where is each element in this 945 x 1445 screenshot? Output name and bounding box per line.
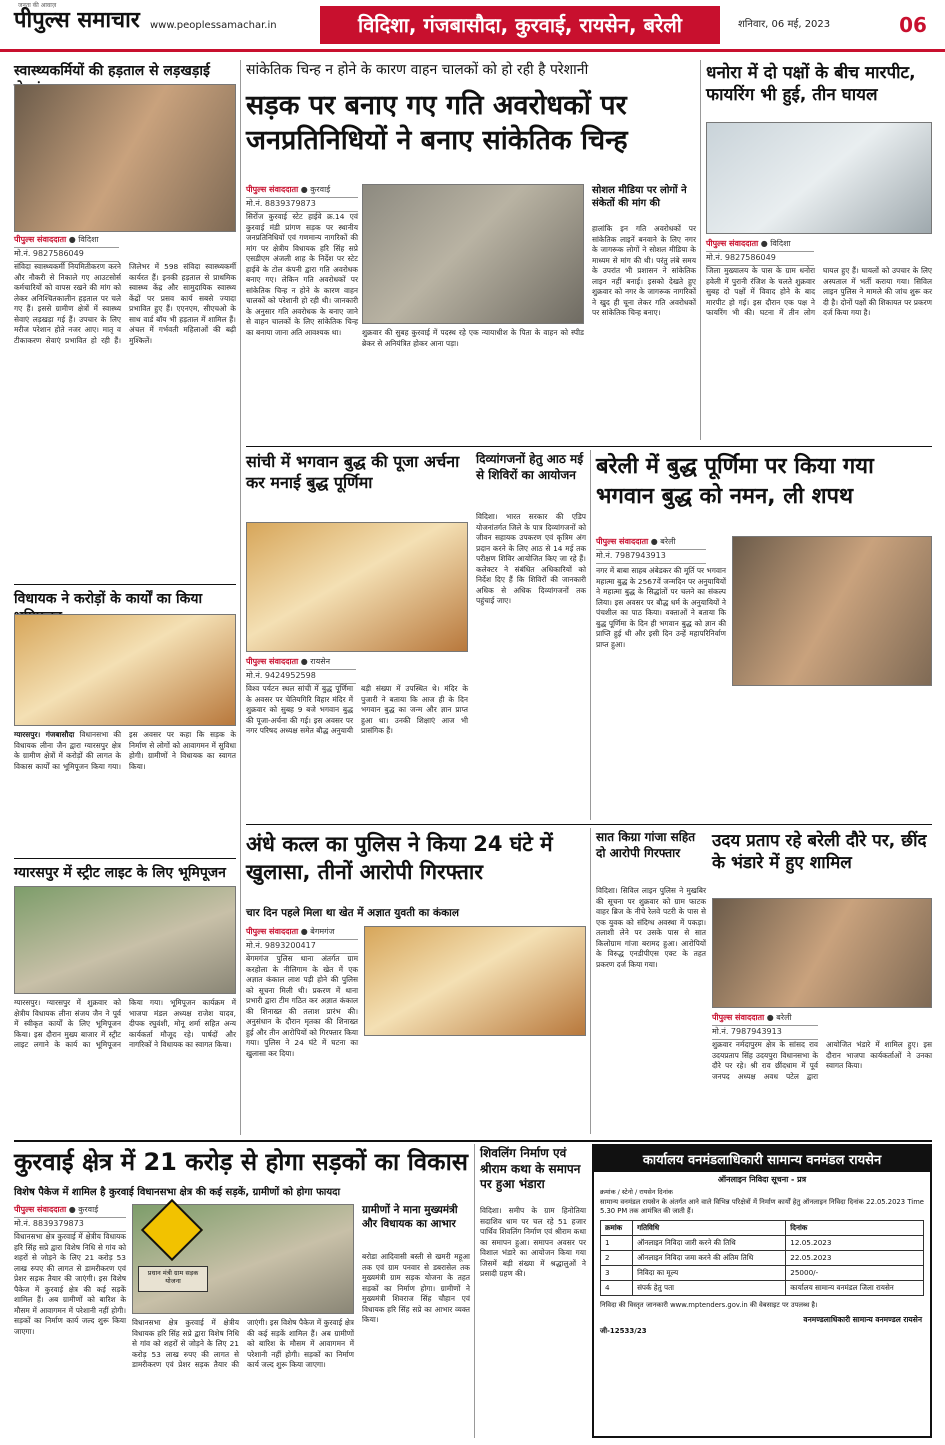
divider	[14, 584, 236, 585]
notice-footer: निविदा की विस्तृत जानकारी www.mptenders.gov.in की वेबसाइट पर उपलब्ध है।	[600, 1301, 818, 1310]
bareli-byline: पीपुल्स संवाददाता ● बरेली	[596, 536, 706, 550]
sanchi-body: विश्व पर्यटन स्थल सांची में बुद्ध पूर्णिमा के अवसर पर चेतियगिरि विहार मंदिर में शुक्रवार को सुबह 9 बजे भगवान बुद्ध की पूजा-अर्चना की गई। इस अवसर पर नगर परिषद अध्यक्ष समेत बौद्ध अनुयायी बड़ी संख्या में उपस्थित थे। मंदिर के पुजारी ने बताया कि आज ही के दिन भगवान बुद्ध का जन्म और ज्ञान प्राप्त हुआ था। उनकी शिक्षाएं आज भी प्रासंगिक हैं।	[246, 684, 468, 736]
notice-table-cell: ऑनलाइन निविदा जारी करने की तिथि	[633, 1236, 786, 1251]
murder-headline: अंधे कत्ल का पुलिस ने किया 24 घंटे में खुलासा, तीनों आरोपी गिरफ्तार	[246, 832, 553, 885]
speedbreaker-body-col1: सिरोंज कुरवाई स्टेट हाईवे क्र.14 एवं कुरवाई मंडी प्रांगण सड़क पर स्थानीय जनप्रतिनिधियों एवं गणमान्य नागरिकों की मांग पर क्षेत्रीय विधायक हरि सिंह सप्रे एसडीएम अंजली शाह के निर्देश पर स्टेट हाईवे के टोल कंपनी द्वारा गति अवरोधक बनाए गए। लेकिन गति अवरोधकों पर सांकेतिक चिन्ह न होने के कारण वाहन चालकों को परेशानी हो रही थी। जानकारी के अनुसार गति अवरोधक के बनाए जाने से वाहन चालकों के लिए सांकेतिक चिन्ह का बनाया जाना अति आवश्यक था।	[246, 212, 358, 337]
notice-table-cell: कार्यालय सामान्य वनमंडल जिला रायसेन	[786, 1281, 924, 1296]
notice-subtitle: ऑनलाइन निविदा सूचना - प्रत्र	[717, 1175, 807, 1184]
website-link[interactable]: www.peoplessamachar.in	[150, 20, 277, 31]
camps-headline: दिव्यांगजनों हेतु आठ मई से शिविरों का आयोजन	[476, 452, 584, 482]
pmgsy-board: प्रधान मंत्री ग्राम सड़क योजना	[138, 1266, 208, 1292]
page-title: विदिशा, गंजबासौदा, कुरवाई, रायसेन, बरेली	[320, 6, 720, 44]
roads-kicker: विशेष पैकेज में शामिल है कुरवाई विधानसभा क्षेत्र की कई सड़कें, ग्रामीणों को होगा फायदा	[14, 1187, 341, 1198]
notice-code: जी-12533/23	[600, 1327, 647, 1336]
strike-headline: स्वास्थ्यकर्मियों की हड़ताल से लड़खड़ाई	[14, 63, 210, 79]
column-divider	[240, 60, 241, 1135]
bhoomi-body: ग्यारसपुर। गंजबासौदा विधानसभा की विधायक लीना जैन द्वारा ग्यारसपुर क्षेत्र के ग्रामीण क्षेत्रों में करोड़ों की लागत के विकास कार्यों का भूमिपूजन किया गया। इस अवसर पर कहा कि सड़क के निर्माण से लोगों को आवागमन में सुविधा होगी। ग्रामीणों ने विधायक का स्वागत किया।	[14, 730, 236, 771]
roads-headline: कुरवाई क्षेत्र में 21 करोड़ से होगा सड़कों का विकास	[14, 1148, 469, 1176]
clash-body: जिला मुख्यालय के पास के ग्राम धनोरा हवेली में पुरानी रंजिश के चलते शुक्रवार सुबह दो पक्षों में विवाद होने के बाद मारपीट हो गई। इस दौरान एक पक्ष ने फायरिंग भी की। घटना में तीन लोग घायल हुए हैं। घायलों को उपचार के लिए अस्पताल में भर्ती कराया गया। सिविल लाइन पुलिस ने मामले की जांच शुरू कर दी है। दोनों पक्षों की शिकायत पर प्रकरण दर्ज किया गया है।	[706, 266, 932, 318]
notice-table	[600, 1220, 924, 1296]
camps-body: विदिशा। भारत सरकार की एडिप योजनांतर्गत जिले के पात्र दिव्यांगजनों को जीवन सहायक उपकरण एवं कृत्रिम अंग प्रदान करने के लिए आठ से 14 मई तक परीक्षण शिविर आयोजित किए जा रहे हैं। कलेक्टर ने संबंधित अधिकारियों को निर्देश दिए हैं कि शिविरों की जानकारी अधिक से अधिक दिव्यांगजनों तक पहुंचाई जाए।	[476, 512, 586, 606]
notice-table-cell: 12.05.2023	[786, 1236, 924, 1251]
notice-table-cell: 25000/-	[786, 1266, 924, 1281]
notice-table-cell: 4	[601, 1281, 633, 1296]
notice-title: कार्यालय वनमंडलाधिकारी सामान्य वनमंडल रायसेन	[594, 1146, 930, 1172]
udaypratap-headline: उदय प्रताप रहे बरेली दौरे पर, छींद के भंडारे में हुए शामिल	[712, 831, 927, 874]
notice-table-cell: 2	[601, 1251, 633, 1266]
strike-phone: मो.नं. 9827586049	[14, 248, 119, 262]
notice-table-cell: ऑनलाइन निविदा जमा करने की अंतिम तिथि	[633, 1251, 786, 1266]
issue-date: शनिवार, 06 मई, 2023	[738, 19, 831, 30]
notice-intro: सामान्य वनमंडल रायसेन के अंतर्गत आने वाले विभिन्न परिक्षेत्रों में निर्माण कार्यों हेतु ऑनलाइन निविदा दिनांक 22.05.2023 Time 5.30 PM तक आमंत्रित की जाती हैं।	[600, 1198, 924, 1216]
notice-ref: क्रमांक / स्टेनो / रायसेन दिनांक	[600, 1188, 673, 1196]
speedbreaker-body-col2: शुक्रवार की सुबह कुरवाई में पदस्थ रहे एक न्यायाधीश के पिता के वाहन को स्पीड ब्रेकर से अनियंत्रित होकर आना पड़ा।	[362, 328, 584, 348]
udaypratap-body: शुक्रवार नर्मदापुरम क्षेत्र के सांसद राव उदयप्रताप सिंह उदयपुरा विधानसभा के दौरे पर रहे। श्री राव छींदधाम में पूर्व जनपद अध्यक्ष अवध पटेल द्वारा आयोजित भंडारे में शामिल हुए। इस दौरान भाजपा कार्यकर्ताओं ने उनका स्वागत किया।	[712, 1040, 932, 1081]
speedbreaker-byline: पीपुल्स संवाददाता ● कुरवाई	[246, 184, 358, 198]
notice-table-cell: गतिविधि	[633, 1221, 786, 1236]
notice-table-cell: दिनांक	[786, 1221, 924, 1236]
udaypratap-photo	[712, 898, 932, 1008]
roads-body: विधानसभा क्षेत्र कुरवाई में क्षेत्रीय विधायक हरि सिंह सप्रे द्वारा विशेष निधि से गांव को शहरों से जोड़ने के लिए 21 करोड़ 53 लाख रुपए की लागत से डामरीकरण एवं प्रेशर सड़क तैयार की जाएंगी। इस विशेष पैकेज में कुरवाई क्षेत्र की कई सड़कें शामिल हैं। अब ग्रामीणों को बारिश के मौसम में आवागमन में परेशानी नहीं होगी। सड़कों का निर्माण कार्य जल्द शुरू किया जाएगा।	[14, 1232, 126, 1336]
logo-tagline: जनता की आवाज़	[18, 2, 57, 9]
clash-photo	[706, 122, 932, 234]
roads-sidebar-headline: ग्रामीणों ने माना मुख्यमंत्री और विधायक का आभार	[362, 1204, 458, 1230]
strike-body: संविदा स्वास्थ्यकर्मी नियमितीकरण करने और नौकरी से निकाले गए आउटसोर्स कर्मचारियों को वापस रखने की मांग को लेकर अनिश्चितकालीन हड़ताल पर चले गए हैं। इससे ग्रामीण क्षेत्रों में स्वास्थ्य सेवाएं लड़खड़ा गई हैं। उपचार के लिए मरीज परेशान होते नजर आए। मातृ व टीकाकरण सेवाएं प्रभावित हो रही हैं। जिलेभर में 598 संविदा स्वास्थ्यकर्मी कार्यरत हैं। इनकी हड़ताल से प्राथमिक स्वास्थ्य केंद्र और सामुदायिक स्वास्थ्य केंद्रों पर प्रसव कार्य सबसे ज्यादा प्रभावित हुए हैं। एएनएम, सीएचओ के साथ वार्ड बॉय भी हड़ताल में शामिल हैं। अंचल में गर्भवती महिलाओं की बढ़ी मुश्किलें।	[14, 262, 236, 345]
speedbreaker-sidebar-body: हालांकि इन गति अवरोधकों पर सांकेतिक लाइनें बनवाने के लिए नगर के जागरूक लोगों ने सोशल मीडिया के माध्यम से मांग की थी। परंतु लंबे समय के उपरांत भी प्रशासन ने सांकेतिक लाइन नहीं बनाई। इसको देखते हुए शुक्रवार को नगर के जागरूक नागरिकों ने खुद ही चूना लेकर गति अवरोधकों पर सांकेतिक चिन्ह बनाए।	[592, 224, 696, 318]
divider	[14, 858, 236, 859]
divider	[246, 446, 932, 447]
bareli-headline: बरेली में बुद्ध पूर्णिमा पर किया गया भगवान बुद्ध को नमन, ली शपथ	[596, 454, 874, 509]
shivling-headline: शिवलिंग निर्माण एवं श्रीराम कथा के समापन पर हुआ भंडारा	[480, 1146, 581, 1192]
streetlight-photo	[14, 886, 236, 994]
bhoomi-photo	[14, 614, 236, 726]
notice-table-row	[601, 1266, 924, 1281]
notice-table-row	[601, 1236, 924, 1251]
notice-table-cell: संपर्क हेतु पता	[633, 1281, 786, 1296]
speedbreaker-kicker: सांकेतिक चिन्ह न होने के कारण वाहन चालकों को हो रही है परेशानी	[246, 62, 589, 78]
notice-table-cell: 1	[601, 1236, 633, 1251]
divider	[14, 1140, 932, 1142]
streetlight-body: ग्यारसपुर। ग्यारसपुर में शुक्रवार को क्षेत्रीय विधायक लीना संजय जैन ने पूर्व में स्वीकृत कार्यों के लिए भूमिपूजन किया। इस दौरान मुख्य बाजार में स्ट्रीट लाइट लगाने के कार्य का भूमिपूजन किया गया। भूमिपूजन कार्यक्रम में भाजपा मंडल अध्यक्ष राजेश यादव, दीपक रघुवंशी, मोनू शर्मा सहित अन्य कार्यकर्ता मौजूद रहे। पार्षदों और नागरिकों ने विधायक का स्वागत किया।	[14, 998, 236, 1050]
roads-body-cont: विधानसभा क्षेत्र कुरवाई में क्षेत्रीय विधायक हरि सिंह सप्रे द्वारा विशेष निधि से गांव को शहरों से जोड़ने के लिए 21 करोड़ 53 लाख रुपए की लागत से डामरीकरण एवं प्रेशर सड़क तैयार की जाएंगी। इस विशेष पैकेज में कुरवाई क्षेत्र की कई सड़कें शामिल हैं। अब ग्रामीणों को बारिश के मौसम में आवागमन में परेशानी नहीं होगी। सड़कों का निर्माण कार्य जल्द शुरू किया जाएगा।	[132, 1318, 354, 1370]
clash-headline: धनोरा में दो पक्षों के बीच मारपीट, फायरिंग भी हुई, तीन घायल	[706, 63, 916, 106]
notice-table-cell: 3	[601, 1266, 633, 1281]
shivling-body: विदिशा। समीप के ग्राम हिनोतिया सदाशिव धाम पर चल रहे 51 हजार पार्थिव शिवलिंग निर्माण एवं श्रीराम कथा का समापन हुआ। समापन अवसर पर विशाल भंडारे का आयोजन किया गया जिसमें बड़ी संख्या में श्रद्धालुओं ने प्रसादी ग्रहण की।	[480, 1206, 586, 1279]
notice-table-cell: क्रमांक	[601, 1221, 633, 1236]
masthead	[0, 0, 945, 52]
bareli-body: नगर में बाबा साहब अंबेडकर की मूर्ति पर भगवान महात्मा बुद्ध के 2567वें जन्मदिन पर अनुयायियों ने महात्मा बुद्ध के सिद्धांतों पर चलने का संकल्प लिया। इस अवसर पर बौद्ध धर्म के अनुयायियों ने पंचशील का पाठ किया। वक्ताओं ने बताया कि बुद्ध पूर्णिमा के दिन ही भगवान बुद्ध को ज्ञान की प्राप्ति हुई थी और इसी दिन उन्हें महापरिनिर्वाण प्राप्त हुआ।	[596, 566, 726, 649]
sanchi-byline: पीपुल्स संवाददाता ● रायसेन	[246, 656, 356, 670]
bareli-photo	[732, 536, 932, 686]
bhoomi-headline: विधायक ने करोड़ों के कार्यों का किया	[14, 591, 203, 607]
bareli-phone: मो.नं. 7987943913	[596, 550, 706, 564]
ganja-headline: सात किग्रा गांजा सहित दो आरोपी गिरफ्तार	[596, 830, 696, 860]
sanchi-phone: मो.नं. 9424952598	[246, 670, 356, 684]
notice-table-row	[601, 1251, 924, 1266]
sanchi-photo	[246, 522, 468, 652]
murder-body: बेगमगंज पुलिस थाना अंतर्गत ग्राम करहोला के नीलिगाम के खेत में एक अज्ञात कंकाल लाश पड़ी होने की पुलिस को सूचना मिली थी। प्रकरण में थाना प्रभारी द्वारा टीम गठित कर अज्ञात कंकाल की शिनाख्त की तलाश प्रारंभ की। अनुसंधान के दौरान मृतका की शिनाख्त हुई और तीन आरोपियों को गिरफ्तार किया गया। पुलिस ने 24 घंटे में घटना का खुलासा कर दिया।	[246, 954, 358, 1058]
notice-signature: वनमण्डलाधिकारी सामान्य वनमण्डल रायसेन	[803, 1315, 922, 1325]
clash-byline: पीपुल्स संवाददाता ● विदिशा	[706, 238, 814, 252]
roads-byline: पीपुल्स संवाददाता ● कुरवाई	[14, 1204, 126, 1218]
roads-phone: मो.नं. 8839379873	[14, 1218, 126, 1232]
roads-sidebar-body: बरोडा आदिवासी बस्ती से खमरी महूआ तक एवं ग्राम पनवार से डबरासेल तक मुख्यमंत्री ग्राम सड़क योजना के तहत सड़कों का निर्माण होगा। ग्रामीणों ने मुख्यमंत्री शिवराज सिंह चौहान एवं विधायक हरि सिंह सप्रे का आभार व्यक्त किया।	[362, 1252, 470, 1325]
murder-kicker: चार दिन पहले मिला था खेत में अज्ञात युवती का कंकाल	[246, 907, 459, 919]
notice-table-header	[601, 1221, 924, 1236]
notice-table-cell: 22.05.2023	[786, 1251, 924, 1266]
murder-byline: पीपुल्स संवाददाता ● बेगमगंज	[246, 926, 358, 940]
udaypratap-byline: पीपुल्स संवाददाता ● बरेली	[712, 1012, 818, 1026]
column-divider	[590, 450, 591, 820]
column-divider	[590, 828, 591, 1134]
tender-notice	[592, 1144, 932, 1438]
speedbreaker-headline: सड़क पर बनाए गए गति अवरोधकों पर जनप्रतिनिधियों ने बनाए सांकेतिक चिन्ह	[246, 90, 628, 157]
murder-victim-photo	[364, 926, 586, 1036]
column-divider	[474, 1144, 475, 1438]
newspaper-logo: पीपुल्स समाचार	[14, 7, 140, 33]
ganja-body: विदिशा। सिविल लाइन पुलिस ने मुखबिर की सूचना पर शुक्रवार को ग्राम फाटक वाहर ब्रिज के नीचे रेलवे पटरी के पास से एक युवक को संदिग्ध अवस्था में पकड़ा। तलाशी लेने पर उसके पास से सात किलोग्राम गांजा बरामद हुआ। आरोपियों के विरुद्ध एनडीपीएस एक्ट के तहत प्रकरण दर्ज किया गया।	[596, 886, 706, 969]
clash-phone: मो.नं. 9827586049	[706, 252, 814, 266]
strike-byline: पीपुल्स संवाददाता ● विदिशा	[14, 234, 119, 248]
speedbreaker-phone: मो.नं. 8839379873	[246, 198, 358, 212]
streetlight-headline: ग्यारसपुर में स्ट्रीट लाइट के लिए भूमिपूजन	[14, 865, 226, 881]
sanchi-headline: सांची में भगवान बुद्ध की पूजा अर्चना कर मनाई बुद्ध पूर्णिमा	[246, 452, 460, 492]
column-divider	[700, 60, 701, 440]
notice-table-row	[601, 1281, 924, 1296]
notice-table-cell: निविदा का मूल्य	[633, 1266, 786, 1281]
speedbreaker-sidebar-headline: सोशल मीडिया पर लोगों ने संकेतों की मांग की	[592, 185, 687, 209]
speedbreaker-photo	[362, 184, 584, 324]
divider	[246, 824, 932, 825]
strike-photo	[14, 84, 236, 232]
murder-phone: मो.नं. 9893200417	[246, 940, 358, 954]
page-number: 06	[899, 13, 927, 37]
udaypratap-phone: मो.नं. 7987943913	[712, 1026, 818, 1040]
